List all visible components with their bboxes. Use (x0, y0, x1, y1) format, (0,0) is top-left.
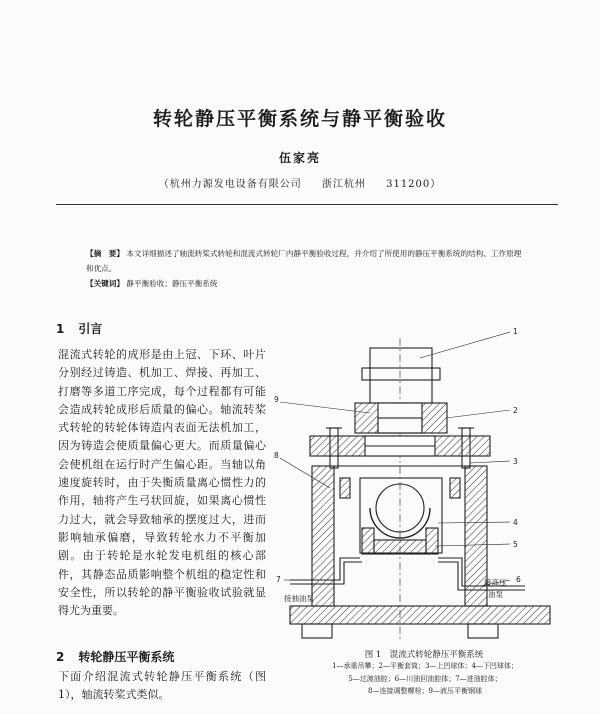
author: 伍家亮 (278, 151, 321, 165)
section-1-paragraph: 混流式转轮的成形是由上冠、下环、叶片分别经过铸造、机加工、焊接、再加工、打磨等多道工序完成，每个过程都有可能会造成转轮成形后质量的偏心。轴流转桨式转轮的转轮体铸造内表面无法机加工，因为铸造会使质量偏心更大。而质量偏心会使机组在运行时产生偏心距。当轴以角速度旋转时，由于失衡质量离心惯性力的作用，轴将产生弓状回旋，如果离心惯性力过大，就会导致轴承的摆度过大，进而影响轴承偏磨，导致转轮水力不平衡加剧。由于转轮是水轮发电机组的核心部件，其静态品质影响整个机组的稳定性和安全性，所以转轮的静平衡验收试验就显得尤为重要。 (58, 348, 266, 618)
callout-7: 7 (276, 575, 281, 584)
callout-9: 9 (274, 395, 279, 404)
section-2-number: 2 (56, 650, 65, 664)
hanger-block (370, 348, 432, 403)
callout-5: 5 (513, 540, 518, 549)
section-2-paragraph: 下面介绍混流式转轮静压平衡系统（图 1），轴流转桨式类似。 (58, 670, 266, 702)
abstract-text: 本文详细描述了轴流转桨式转轮和混流式转轮厂内静平衡验收过程，并介绍了所使用的静压平衡系统的结构、工作原理和优点。 (86, 249, 522, 273)
body-left-wall (312, 466, 334, 606)
label-return-pump: 接抽油泵 (284, 594, 314, 603)
section-2-heading (56, 648, 188, 665)
callout-4: 4 (513, 518, 518, 527)
base-plate (290, 606, 550, 624)
legend-line-1: 1—承重吊攀；2—平衡套筒；3—上凹球体；4—下凹球体； (332, 662, 518, 670)
keywords-label: 【关键词】 (86, 279, 124, 288)
keywords-text: 静平衡验收；静压平衡系统 (126, 279, 218, 288)
balance-sphere (376, 484, 424, 532)
callout-8: 8 (274, 451, 279, 460)
figure-1-diagram (270, 318, 580, 650)
legend-line-2: 5—过渡油腔；6—川油回油腔体；7—进油腔体； (348, 674, 502, 683)
abstract-label: 【摘 要】 (86, 249, 124, 258)
affiliation (0, 175, 600, 190)
keywords (86, 278, 526, 289)
label-hp-pump-line2: 油泵 (488, 590, 503, 599)
abstract (86, 246, 526, 276)
callout-2: 2 (513, 406, 518, 415)
callout-3: 3 (513, 457, 518, 466)
header-rule (56, 204, 558, 205)
figure-legend (272, 660, 578, 698)
section-1-number: 1 (56, 322, 65, 336)
callout-1: 1 (513, 327, 518, 336)
affiliation-place: 浙江杭州 (321, 179, 366, 190)
section-1-title: 引言 (78, 322, 103, 336)
affiliation-org: （杭州力源发电设备有限公司 (158, 179, 302, 190)
section-2-title: 转轮静压平衡系统 (78, 650, 175, 664)
section-1-heading (56, 320, 116, 337)
paper-title: 转轮静压平衡系统与静平衡验收 (152, 108, 447, 130)
affiliation-zip: 311200） (386, 179, 442, 190)
legend-line-3: 8—连接调整螺栓；9—液压平衡钢球 (368, 687, 482, 695)
callout-6: 6 (516, 575, 521, 584)
figure-caption: 图 1 混流式转轮静压平衡系统 (364, 650, 484, 660)
label-hp-pump-line1: 接高压 (484, 578, 507, 587)
